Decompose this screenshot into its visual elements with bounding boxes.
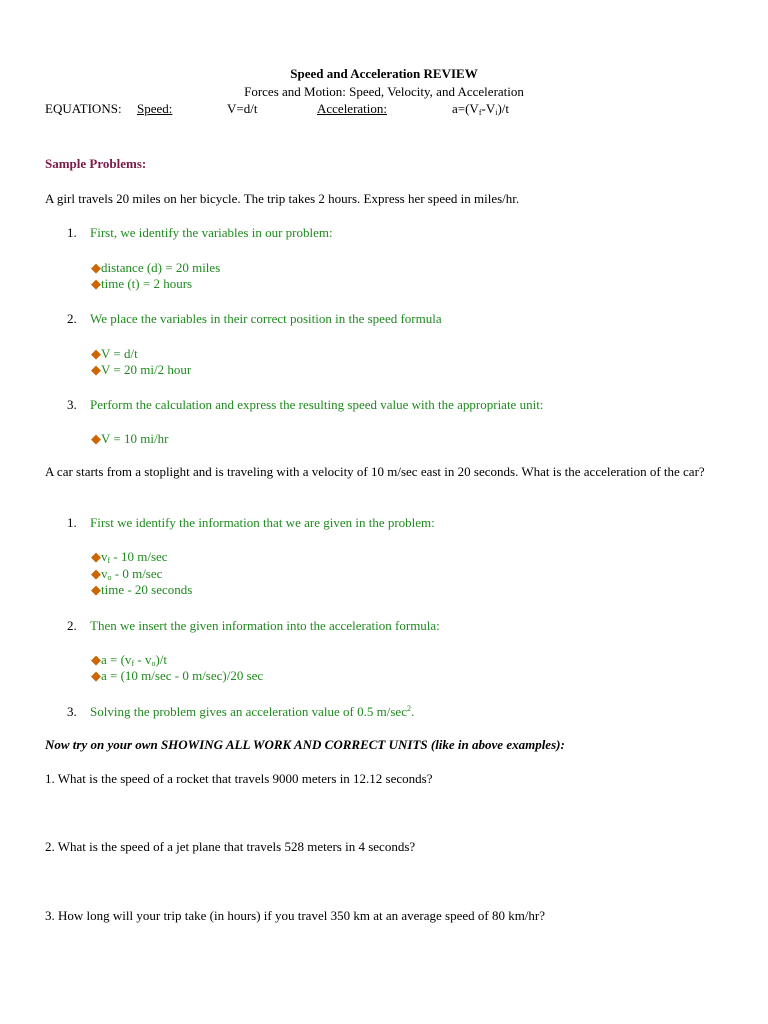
- speed-label: Speed:: [137, 101, 173, 116]
- p2-step-1-number: 1.: [67, 515, 77, 530]
- acceleration-label: Acceleration:: [317, 101, 388, 116]
- p1-step-1-item: ◆time (t) = 2 hours: [91, 276, 193, 291]
- diamond-bullet-icon: ◆: [91, 276, 101, 291]
- diamond-bullet-icon: ◆: [91, 652, 101, 667]
- p2-item-time: ◆time - 20 seconds: [91, 582, 193, 597]
- p1-step-1-text: First, we identify the variables in our problem:: [90, 225, 333, 240]
- p1-step-2-text: We place the variables in their correct position in the speed formula: [90, 311, 442, 326]
- diamond-bullet-icon: ◆: [91, 362, 101, 377]
- speed-equation: V=d/t: [227, 101, 258, 116]
- p1-step-2-item: ◆V = 20 mi/2 hour: [91, 362, 192, 377]
- p2-item-formula: ◆a = $(v_f - v_o)/t$: [91, 652, 168, 668]
- p1-step-3-number: 3.: [67, 397, 77, 412]
- problem-1-question: A girl travels 20 miles on her bicycle. The trip takes 2 hours. Express her speed in miles/hr.: [45, 191, 520, 206]
- equations-label: EQUATIONS:: [45, 101, 122, 116]
- p2-item-final-velocity: $◆v_f - 10$ m/sec: [91, 549, 168, 565]
- p2-item-initial-velocity: $◆v_o - 0$ m/sec: [91, 566, 163, 582]
- instructions: Now try on your own SHOWING ALL WORK AND CORRECT UNITS (like in above examples):: [45, 737, 565, 752]
- p1-step-1-item: ◆distance (d) = 20 miles: [91, 260, 221, 275]
- p1-step-3-item: ◆V = 10 mi/hr: [91, 431, 169, 446]
- diamond-bullet-icon: ◆: [91, 582, 101, 597]
- p2-step-2-number: 2.: [67, 618, 77, 633]
- p1-step-2-item: ◆V = d/t: [91, 346, 138, 361]
- practice-question: 1. What is the speed of a rocket that travels 9000 meters in 12.12 seconds?: [45, 771, 433, 786]
- p1-step-2-number: 2.: [67, 311, 77, 326]
- p2-step-3-number: 3.: [67, 704, 77, 719]
- p1-step-1-number: 1.: [67, 225, 77, 240]
- p2-step-2-text: Then we insert the given information into the acceleration formula:: [90, 618, 440, 633]
- diamond-bullet-icon: ◆: [91, 668, 101, 683]
- diamond-bullet-icon: ◆: [91, 346, 101, 361]
- practice-question: 3. How long will your trip take (in hours) if you travel 350 km at an average speed of 80 km/hr?: [45, 908, 546, 923]
- diamond-bullet-icon: ◆: [91, 566, 101, 581]
- diamond-bullet-icon: ◆: [91, 549, 101, 564]
- acceleration-equation: $a=(V_f-V_i)/t$: [452, 101, 510, 117]
- diamond-bullet-icon: ◆: [91, 431, 101, 446]
- sample-problems-heading: Sample Problems:: [45, 156, 147, 171]
- page-title: Speed and Acceleration REVIEW: [290, 66, 478, 81]
- p2-step-1-text: First we identify the information that we are given in the problem:: [90, 515, 435, 530]
- p2-item-substituted: ◆a = (10 m/sec - 0 m/sec)/20 sec: [91, 668, 264, 683]
- p2-step-3-text: Solving the problem gives an acceleration value of 0.5 $m/\sec^2$.: [90, 704, 415, 719]
- problem-2-question: A car starts from a stoplight and is traveling with a velocity of 10 m/sec east in 20 seconds. What is the acceleration of the car?: [45, 464, 705, 479]
- diamond-bullet-icon: ◆: [91, 260, 101, 275]
- p1-step-3-text: Perform the calculation and express the resulting speed value with the appropriate unit:: [90, 397, 544, 412]
- page-subtitle: Forces and Motion: Speed, Velocity, and Acceleration: [244, 84, 524, 99]
- practice-question: 2. What is the speed of a jet plane that travels 528 meters in 4 seconds?: [45, 839, 416, 854]
